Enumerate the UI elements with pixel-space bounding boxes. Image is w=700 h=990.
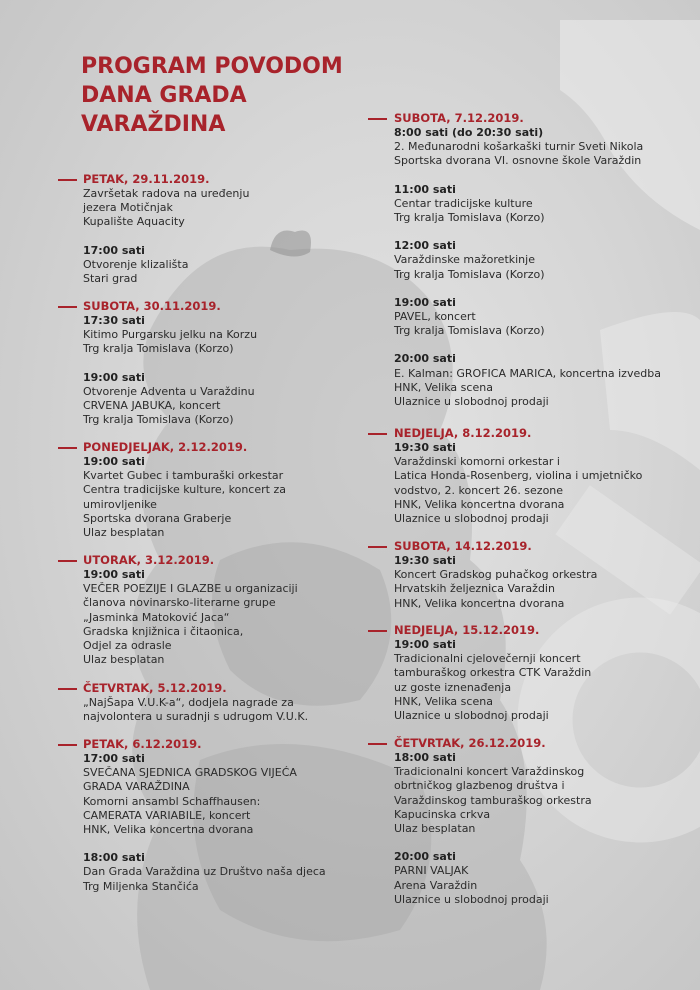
event-item bbox=[394, 751, 698, 836]
day-section bbox=[0, 298, 350, 441]
event-item bbox=[83, 696, 350, 724]
event-time: 19:00 sati bbox=[83, 455, 145, 468]
event-time: 18:00 sati bbox=[83, 851, 145, 865]
event-detail-line: Ulaznice u slobodnoj prodaji bbox=[394, 709, 549, 723]
event-time: 20:00 sati bbox=[394, 850, 456, 864]
day-section bbox=[0, 439, 350, 554]
event-detail-line: Trg kralja Tomislava (Korzo) bbox=[83, 342, 234, 356]
event-time: 19:30 sati bbox=[394, 441, 456, 454]
day-header bbox=[0, 171, 350, 187]
event-list bbox=[83, 187, 350, 286]
day-section bbox=[0, 736, 350, 908]
event-detail-line: Varaždinske mažoretkinje bbox=[394, 253, 535, 267]
page-title: PROGRAM POVODOM DANA GRADA VARAŽDINA bbox=[81, 54, 343, 137]
event-detail-line: Centra tradicijske kulture, koncert za bbox=[83, 483, 286, 497]
event-detail-line: 2. Međunarodni košarkaški turnir Sveti Nikola bbox=[394, 140, 644, 154]
day-date: ČETVRTAK, 5.12.2019. bbox=[83, 681, 227, 695]
red-dash-marker bbox=[58, 306, 77, 308]
event-time: 19:00 sati bbox=[83, 370, 145, 384]
event-item bbox=[83, 187, 350, 230]
event-detail-line: PARNI VALJAK bbox=[394, 864, 469, 878]
event-list bbox=[394, 126, 698, 409]
red-dash-marker bbox=[58, 179, 77, 181]
event-time: 20:00 sati bbox=[394, 352, 456, 366]
event-list bbox=[83, 455, 350, 540]
day-section bbox=[368, 425, 698, 540]
event-item bbox=[394, 638, 698, 723]
day-date: SUBOTA, 7.12.2019. bbox=[394, 111, 524, 125]
red-dash-marker bbox=[58, 560, 77, 562]
event-detail-line: „NajŠapa V.U.K-a“, dodjela nagrade za bbox=[83, 696, 294, 709]
event-list bbox=[83, 314, 350, 427]
event-detail-line: Trg kralja Tomislava (Korzo) bbox=[394, 267, 545, 281]
event-detail-line: Gradska knjižnica i čitaonica, bbox=[83, 624, 244, 638]
event-detail-line: Latica Honda-Rosenberg, violina i umjetničko bbox=[394, 469, 643, 483]
event-item bbox=[394, 441, 698, 526]
event-detail-line: članova novinarsko-literarne grupe bbox=[83, 596, 276, 610]
event-item bbox=[83, 314, 350, 357]
event-time: 18:00 sati bbox=[394, 751, 456, 764]
event-time: 17:00 sati bbox=[83, 752, 145, 765]
day-date: PETAK, 29.11.2019. bbox=[83, 172, 210, 186]
red-dash-marker bbox=[368, 118, 387, 120]
red-dash-marker bbox=[368, 630, 387, 632]
event-detail-line: Kvartet Gubec i tamburaški orkestar bbox=[83, 469, 284, 483]
event-detail-line: Trg kralja Tomislava (Korzo) bbox=[394, 211, 545, 225]
event-detail-line: Ulaznice u slobodnoj prodaji bbox=[394, 395, 549, 409]
event-detail-line: Arena Varaždin bbox=[394, 878, 478, 892]
event-item bbox=[83, 244, 350, 287]
day-date: NEDJELJA, 8.12.2019. bbox=[394, 426, 532, 440]
event-detail-line: najvolontera u suradnji s udrugom V.U.K. bbox=[83, 710, 309, 724]
event-detail-line: Trg kralja Tomislava (Korzo) bbox=[83, 413, 234, 427]
day-date: PONEDJELJAK, 2.12.2019. bbox=[83, 440, 248, 454]
event-item bbox=[394, 239, 698, 282]
event-detail-line: Koncert Gradskog puhačkog orkestra bbox=[394, 568, 598, 582]
red-dash-marker bbox=[58, 688, 77, 690]
event-detail-line: HNK, Velika scena bbox=[394, 380, 493, 394]
event-detail-line: HNK, Velika scena bbox=[394, 694, 493, 708]
event-detail-line: Stari grad bbox=[83, 272, 138, 286]
event-item bbox=[394, 296, 698, 339]
event-item bbox=[83, 851, 350, 894]
event-detail-line: Sportska dvorana VI. osnovne škole Varaždin bbox=[394, 154, 642, 168]
event-detail-line: umirovljenike bbox=[83, 497, 157, 511]
event-detail-line: HNK, Velika koncertna dvorana bbox=[394, 497, 565, 511]
event-time: 19:00 sati bbox=[394, 295, 456, 309]
day-header bbox=[368, 110, 698, 126]
event-detail-line: CRVENA JABUKA, koncert bbox=[83, 399, 221, 413]
day-header bbox=[0, 439, 350, 455]
event-detail-line: Kitimo Purgarsku jelku na Korzu bbox=[83, 328, 258, 342]
event-detail-line: Ulaznice u slobodnoj prodaji bbox=[394, 512, 549, 526]
event-detail-line: PAVEL, koncert bbox=[394, 310, 476, 324]
event-time: 19:30 sati bbox=[394, 554, 456, 567]
event-detail-line: Ulaznice u slobodnoj prodaji bbox=[394, 892, 549, 906]
day-section bbox=[368, 622, 698, 737]
day-section bbox=[0, 680, 350, 738]
event-item bbox=[394, 352, 698, 409]
event-detail-line: Kupalište Aquacity bbox=[83, 215, 185, 229]
event-detail-line: Centar tradicijske kulture bbox=[394, 196, 533, 210]
event-list bbox=[394, 638, 698, 723]
day-header bbox=[368, 735, 698, 751]
event-list bbox=[394, 441, 698, 526]
event-detail-line: Završetak radova na uređenju bbox=[83, 187, 250, 200]
event-detail-line: Tradicionalni koncert Varaždinskog bbox=[394, 765, 585, 779]
event-detail-line: uz goste iznenađenja bbox=[394, 680, 512, 694]
event-detail-line: SVEČANA SJEDNICA GRADSKOG VIJEĆA bbox=[83, 766, 297, 780]
event-item bbox=[394, 850, 698, 907]
day-date: ČETVRTAK, 26.12.2019. bbox=[394, 736, 546, 750]
event-item bbox=[83, 455, 350, 540]
event-item bbox=[83, 752, 350, 837]
red-dash-marker bbox=[368, 546, 387, 548]
event-detail-line: Dan Grada Varaždina uz Društvo naša djeca bbox=[83, 865, 326, 879]
day-header bbox=[368, 538, 698, 554]
event-detail-line: CAMERATA VARIABILE, koncert bbox=[83, 808, 251, 822]
event-detail-line: Varaždinskog tamburaškog orkestra bbox=[394, 793, 592, 807]
day-header bbox=[0, 680, 350, 696]
day-date: NEDJELJA, 15.12.2019. bbox=[394, 623, 540, 637]
event-list bbox=[394, 751, 698, 907]
event-detail-line: Komorni ansambl Schaffhausen: bbox=[83, 794, 261, 808]
event-detail-line: vodstvo, 2. koncert 26. sezone bbox=[394, 483, 564, 497]
event-list bbox=[394, 554, 698, 611]
event-time: 19:00 sati bbox=[83, 568, 145, 581]
event-detail-line: VEČER POEZIJE I GLAZBE u organizaciji bbox=[83, 582, 298, 596]
event-detail-line: Ulaz besplatan bbox=[83, 653, 165, 667]
event-detail-line: „Jasminka Matoković Jaca“ bbox=[83, 610, 230, 624]
day-section bbox=[0, 552, 350, 681]
event-detail-line: Odjel za odrasle bbox=[83, 639, 172, 653]
event-time: 11:00 sati bbox=[394, 182, 456, 196]
day-header bbox=[0, 552, 350, 568]
day-section bbox=[368, 735, 698, 921]
event-detail-line: E. Kalman: GROFICA MARICA, koncertna izvedba bbox=[394, 366, 661, 380]
day-section bbox=[368, 538, 698, 625]
event-list bbox=[83, 568, 350, 667]
event-detail-line: Tradicionalni cjelovečernji koncert bbox=[394, 652, 581, 666]
event-item bbox=[394, 183, 698, 226]
event-detail-line: Trg Miljenka Stančića bbox=[83, 879, 199, 893]
event-detail-line: GRADA VARAŽDINA bbox=[83, 780, 190, 794]
red-dash-marker bbox=[58, 447, 77, 449]
red-dash-marker bbox=[368, 433, 387, 435]
event-time: 17:00 sati bbox=[83, 243, 145, 257]
red-dash-marker bbox=[368, 743, 387, 745]
day-header bbox=[368, 425, 698, 441]
event-time: 8:00 sati (do 20:30 sati) bbox=[394, 126, 544, 139]
event-detail-line: Sportska dvorana Graberje bbox=[83, 511, 232, 525]
event-detail-line: Ulaz besplatan bbox=[394, 822, 476, 836]
event-time: 12:00 sati bbox=[394, 239, 456, 253]
day-section bbox=[0, 171, 350, 300]
event-list bbox=[83, 752, 350, 894]
event-detail-line: obrtničkog glazbenog društva i bbox=[394, 779, 565, 793]
red-dash-marker bbox=[58, 744, 77, 746]
event-detail-line: Otvorenje klizališta bbox=[83, 257, 189, 271]
day-header bbox=[0, 298, 350, 314]
day-header bbox=[368, 622, 698, 638]
event-item bbox=[394, 554, 698, 611]
event-detail-line: jezera Motičnjak bbox=[83, 201, 173, 215]
day-date: PETAK, 6.12.2019. bbox=[83, 737, 202, 751]
event-detail-line: Ulaz besplatan bbox=[83, 526, 165, 540]
event-detail-line: HNK, Velika koncertna dvorana bbox=[83, 823, 254, 837]
day-date: SUBOTA, 14.12.2019. bbox=[394, 539, 532, 553]
event-detail-line: HNK, Velika koncertna dvorana bbox=[394, 596, 565, 610]
event-item bbox=[83, 371, 350, 428]
event-time: 19:00 sati bbox=[394, 638, 456, 651]
day-header bbox=[0, 736, 350, 752]
event-list bbox=[83, 696, 350, 724]
day-date: UTORAK, 3.12.2019. bbox=[83, 553, 215, 567]
event-item bbox=[83, 568, 350, 667]
day-date: SUBOTA, 30.11.2019. bbox=[83, 299, 221, 313]
event-detail-line: Varaždinski komorni orkestar i bbox=[394, 455, 560, 469]
event-item bbox=[394, 126, 698, 169]
event-detail-line: Otvorenje Adventa u Varaždinu bbox=[83, 384, 255, 398]
event-detail-line: tamburaškog orkestra CTK Varaždin bbox=[394, 666, 592, 680]
event-detail-line: Kapucinska crkva bbox=[394, 807, 491, 821]
day-section bbox=[368, 110, 698, 423]
event-detail-line: Trg kralja Tomislava (Korzo) bbox=[394, 324, 545, 338]
event-time: 17:30 sati bbox=[83, 314, 145, 327]
event-detail-line: Hrvatskih željeznica Varaždin bbox=[394, 582, 555, 596]
